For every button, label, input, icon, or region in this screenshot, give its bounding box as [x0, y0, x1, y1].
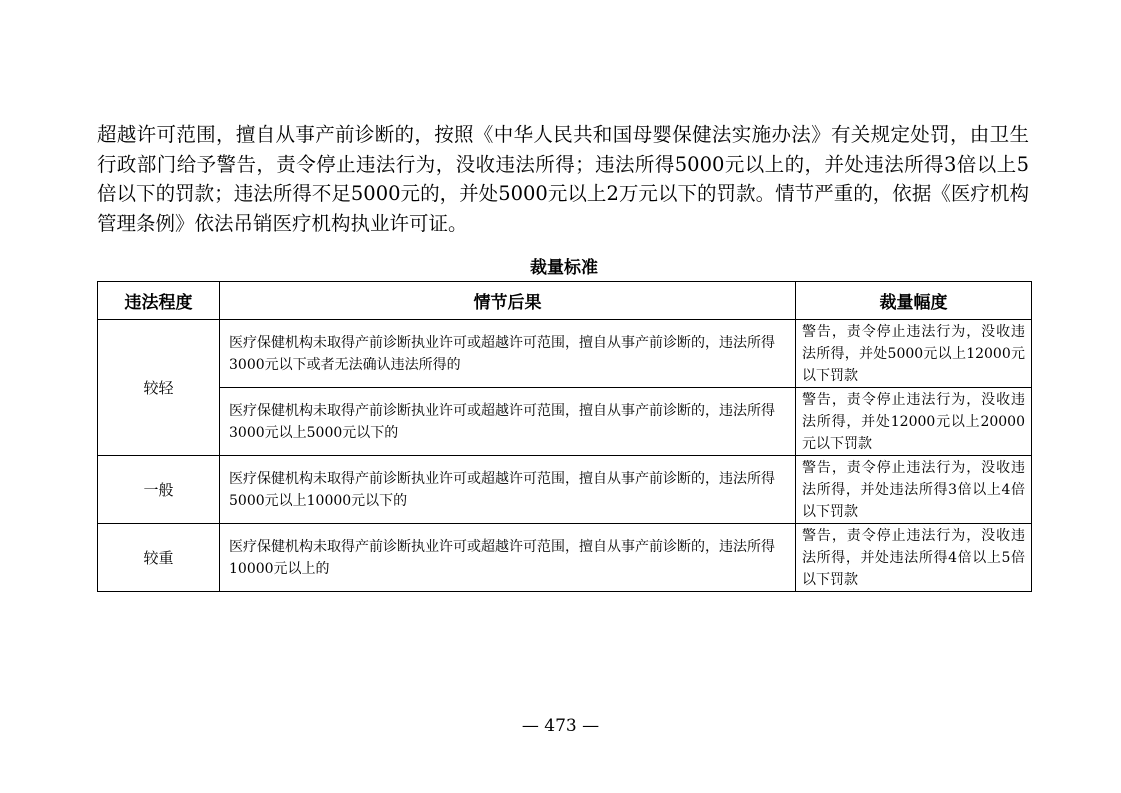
consequence-cell: 医疗保健机构未取得产前诊断执业许可或超越许可范围，擅自从事产前诊断的，违法所得3000元以上5000元以下的 — [220, 388, 796, 456]
consequence-cell: 医疗保健机构未取得产前诊断执业许可或超越许可范围，擅自从事产前诊断的，违法所得3000元以下或者无法确认违法所得的 — [220, 320, 796, 388]
header-penalty-range: 裁量幅度 — [796, 282, 1032, 320]
level-cell-general: 一般 — [98, 456, 220, 524]
table-title: 裁量标准 — [530, 258, 598, 278]
consequence-cell: 医疗保健机构未取得产前诊断执业许可或超越许可范围，擅自从事产前诊断的，违法所得5000元以上10000元以下的 — [220, 456, 796, 524]
penalty-range-cell: 警告，责令停止违法行为，没收违法所得，并处12000元以上20000元以下罚款 — [796, 388, 1032, 456]
table-row — [98, 524, 1032, 592]
table-row — [98, 456, 1032, 524]
page-number: — 473 — — [521, 716, 600, 736]
level-cell-minor: 较轻 — [98, 320, 220, 456]
penalty-range-cell: 警告，责令停止违法行为，没收违法所得，并处违法所得3倍以上4倍以下罚款 — [796, 456, 1032, 524]
level-cell-serious: 较重 — [98, 524, 220, 592]
table-row — [98, 388, 1032, 456]
consequence-cell: 医疗保健机构未取得产前诊断执业许可或超越许可范围，擅自从事产前诊断的，违法所得10000元以上的 — [220, 524, 796, 592]
penalty-range-cell: 警告，责令停止违法行为，没收违法所得，并处违法所得4倍以上5倍以下罚款 — [796, 524, 1032, 592]
header-violation-level: 违法程度 — [98, 282, 220, 320]
body-paragraph: 超越许可范围，擅自从事产前诊断的，按照《中华人民共和国母婴保健法实施办法》有关规定处罚，由卫生行政部门给予警告，责令停止违法行为，没收违法所得；违法所得5000元以上的，并处违法所得3倍以上5倍以下的罚款；违法所得不足5000元的，并处5000元以上2万元以下的罚款。情节严重的，依据《医疗机构管理条例》依法吊销医疗机构执业许可证。 — [97, 123, 1029, 235]
table-row — [98, 320, 1032, 388]
discretion-standard-table — [97, 281, 1032, 592]
table-header-row — [98, 282, 1032, 320]
header-circumstances: 情节后果 — [220, 282, 796, 320]
penalty-range-cell: 警告，责令停止违法行为，没收违法所得，并处5000元以上12000元以下罚款 — [796, 320, 1032, 388]
